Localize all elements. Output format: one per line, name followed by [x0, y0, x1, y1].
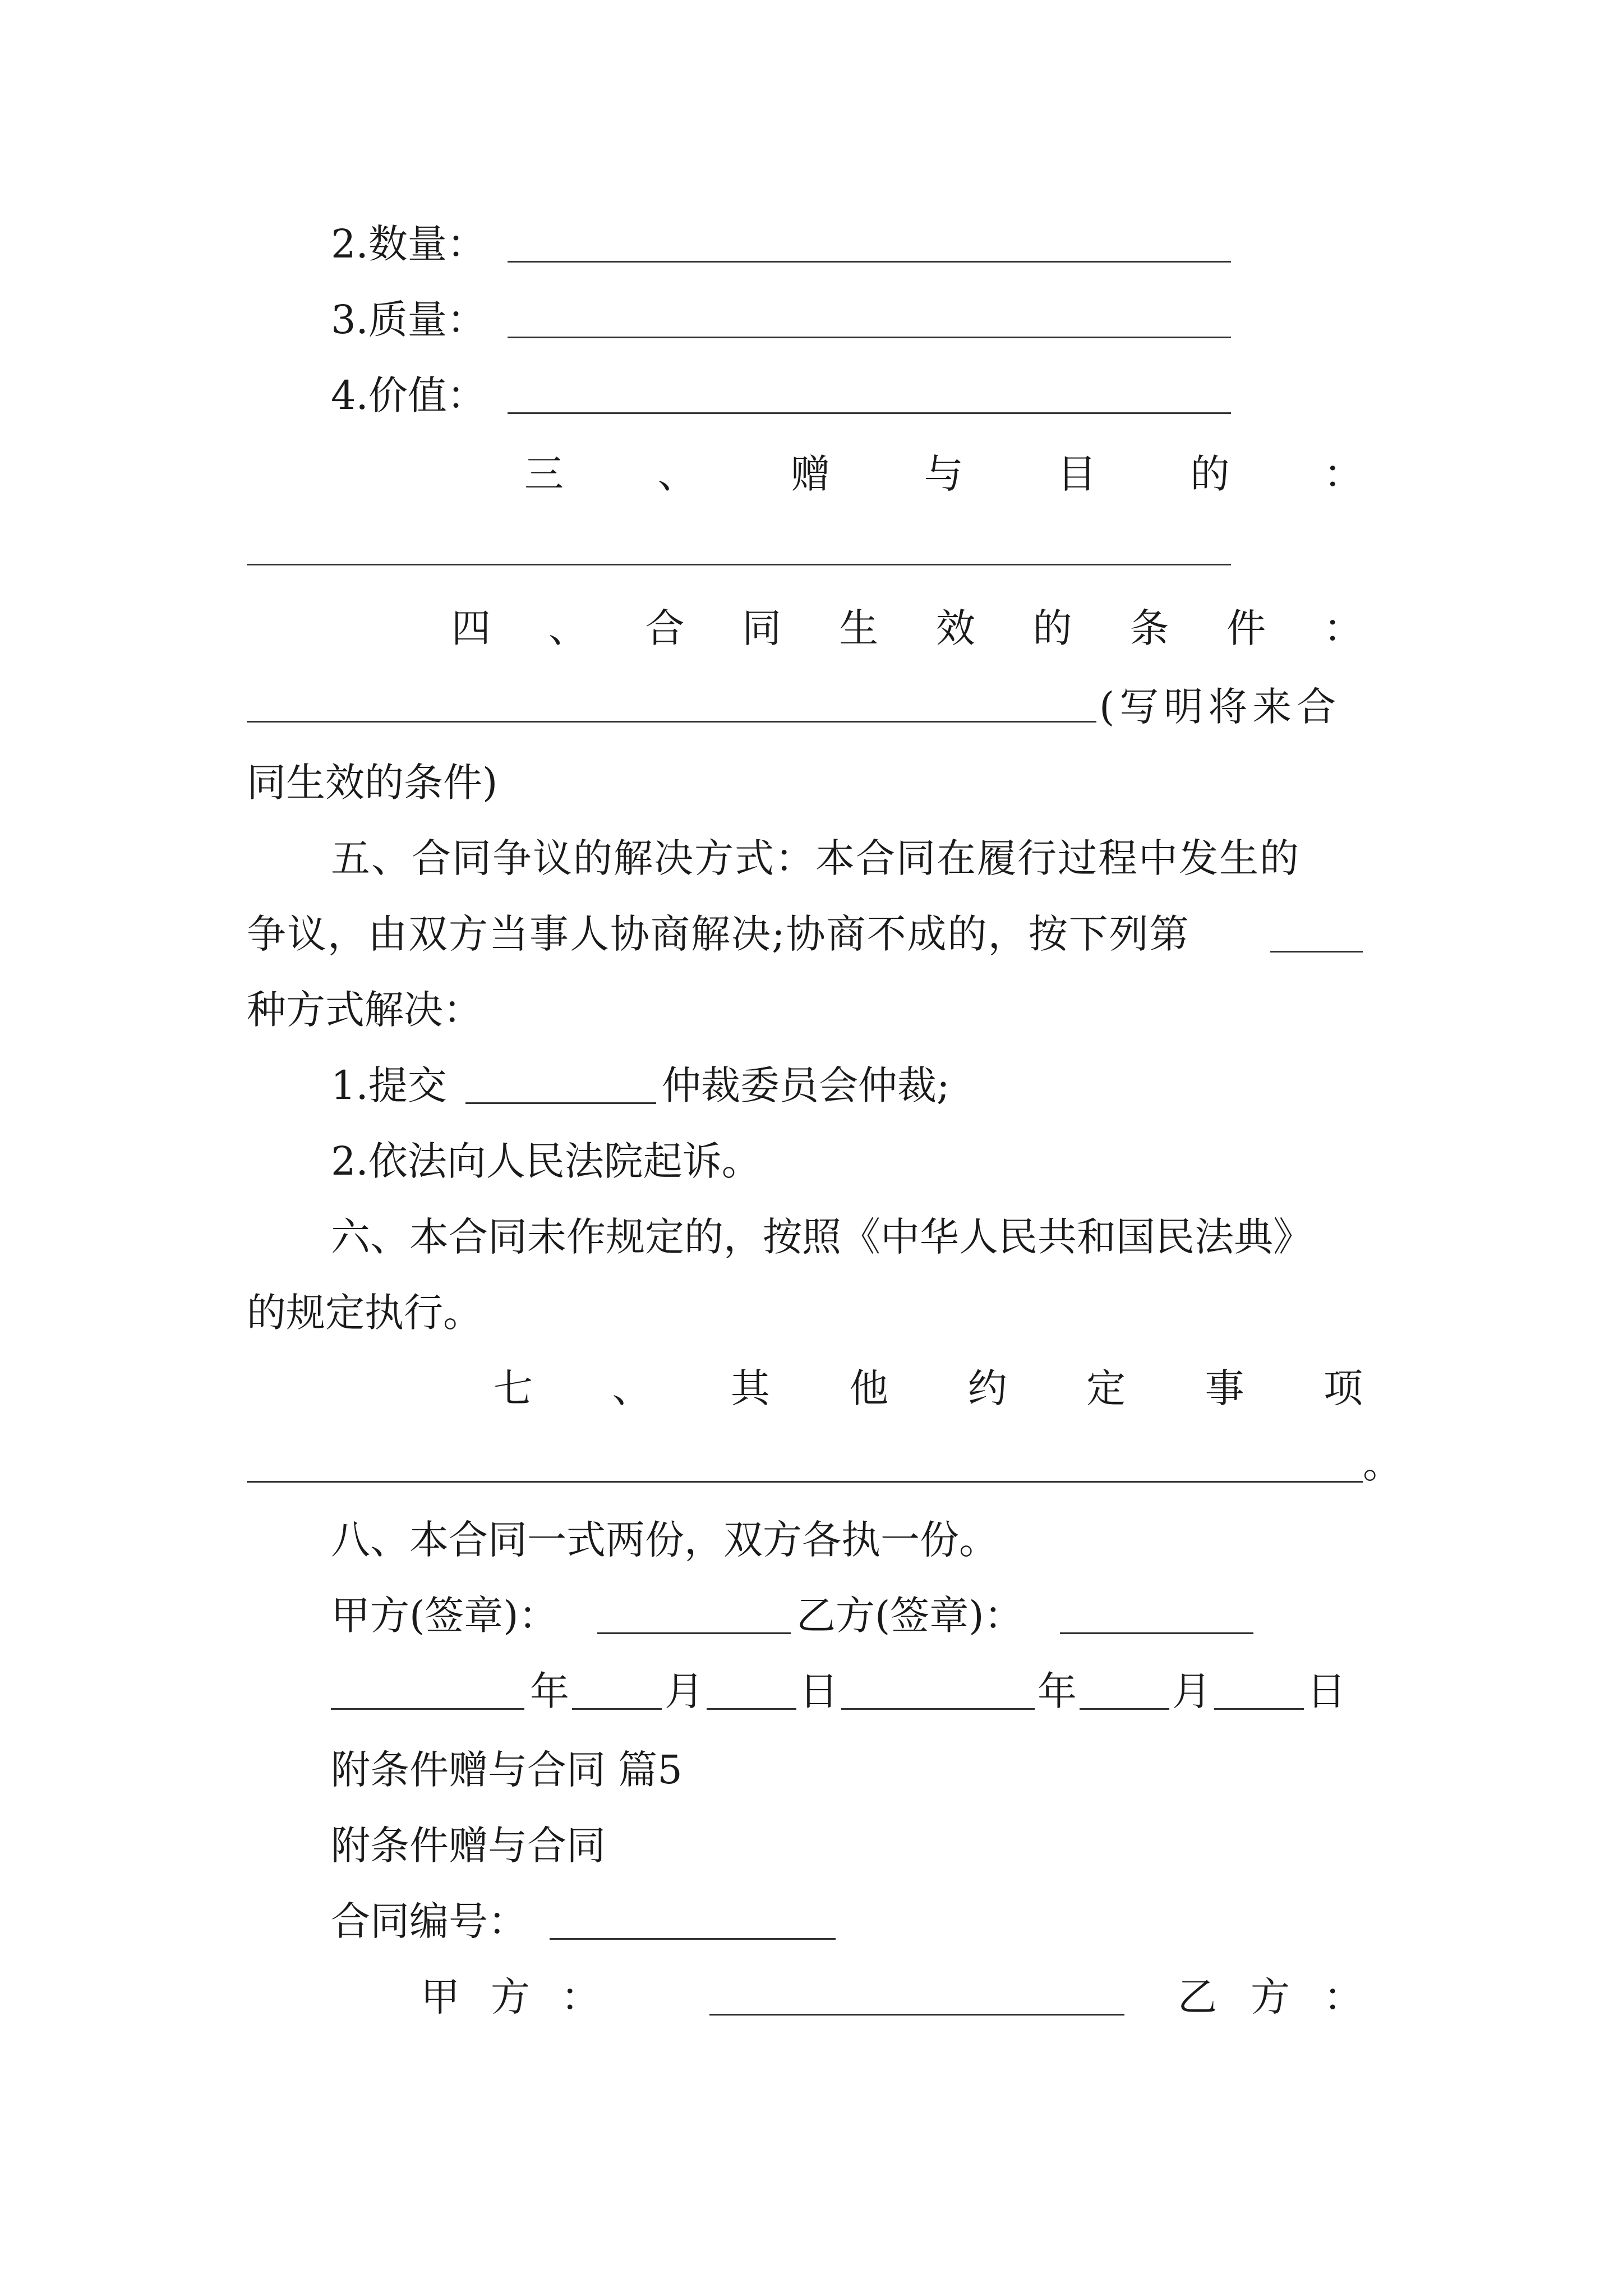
- section4-note-line2: 同生效的条件): [247, 760, 498, 806]
- section5-method-blank: [1270, 951, 1363, 953]
- party-a-blank: [709, 2014, 1124, 2016]
- contract-number-label: 合同编号：: [331, 1898, 527, 1944]
- contract-number-blank: [550, 1938, 836, 1940]
- item-quality-blank: [508, 337, 1231, 338]
- section5-option2: 2.依法向人民法院起诉。: [331, 1138, 761, 1184]
- section5-option1-prefix: 1.提交: [331, 1062, 447, 1108]
- section5-arbitration-blank: [465, 1102, 656, 1104]
- section6-line2: 的规定执行。: [247, 1290, 482, 1336]
- next-contract-title: 附条件赠与合同: [331, 1823, 606, 1869]
- party-a-signature-blank: [597, 1632, 791, 1634]
- next-contract-heading: 附条件赠与合同 篇5: [331, 1747, 683, 1793]
- item-quality-label: 3.质量：: [331, 297, 486, 343]
- section5-line2: 争议，由双方当事人协商解决;协商不成的，按下列第: [247, 911, 1190, 957]
- party-a-year-blank: [331, 1708, 524, 1710]
- section6-line1: 六、本合同未作规定的，按照《中华人民共和国民法典》: [331, 1214, 1312, 1260]
- item-quantity-label: 2.数量：: [331, 221, 486, 267]
- party-b-label: 乙 方 ：: [1178, 1974, 1363, 2020]
- party-b-month-blank: [1080, 1708, 1169, 1710]
- party-a-day-blank: [707, 1708, 796, 1710]
- party-b-signature-blank: [1060, 1632, 1253, 1634]
- party-a-year-label: 年: [530, 1668, 569, 1714]
- section3-blank: [247, 564, 1231, 565]
- section7-heading: 七 、 其 他 约 定 事 项: [494, 1365, 1363, 1411]
- party-b-month-label: 月: [1172, 1668, 1211, 1714]
- item-quantity-blank: [508, 261, 1231, 263]
- section5-line3: 种方式解决：: [247, 987, 482, 1033]
- section4-heading: 四 、 合 同 生 效 的 条 件 ：: [451, 605, 1363, 651]
- party-b-year-blank: [841, 1708, 1035, 1710]
- section7-blank: [247, 1481, 1363, 1483]
- section5-option1-suffix: 仲裁委员会仲裁;: [662, 1062, 950, 1108]
- party-a-label: 甲 方 ：: [421, 1974, 600, 2020]
- party-a-signature-label: 甲方(签章)：: [331, 1593, 558, 1639]
- party-a-day-label: 日: [799, 1668, 838, 1714]
- item-value-blank: [508, 412, 1231, 414]
- section7-period: 。: [1363, 1441, 1402, 1487]
- party-b-signature-label: 乙方(签章)：: [796, 1593, 1023, 1639]
- party-a-month-blank: [572, 1708, 662, 1710]
- section5-line1: 五、合同争议的解决方式：本合同在履行过程中发生的: [331, 835, 1300, 881]
- party-b-year-label: 年: [1038, 1668, 1077, 1714]
- section3-heading: 三 、 赠 与 目 的 ：: [524, 451, 1363, 497]
- section8-text: 八、本合同一式两份，双方各执一份。: [331, 1517, 998, 1563]
- party-a-month-label: 月: [665, 1668, 704, 1714]
- item-value-label: 4.价值：: [331, 372, 486, 418]
- party-b-day-label: 日: [1307, 1668, 1346, 1714]
- party-b-day-blank: [1214, 1708, 1304, 1710]
- section4-blank: [247, 721, 1096, 723]
- section4-note-line1: (写明将来合: [1099, 684, 1341, 730]
